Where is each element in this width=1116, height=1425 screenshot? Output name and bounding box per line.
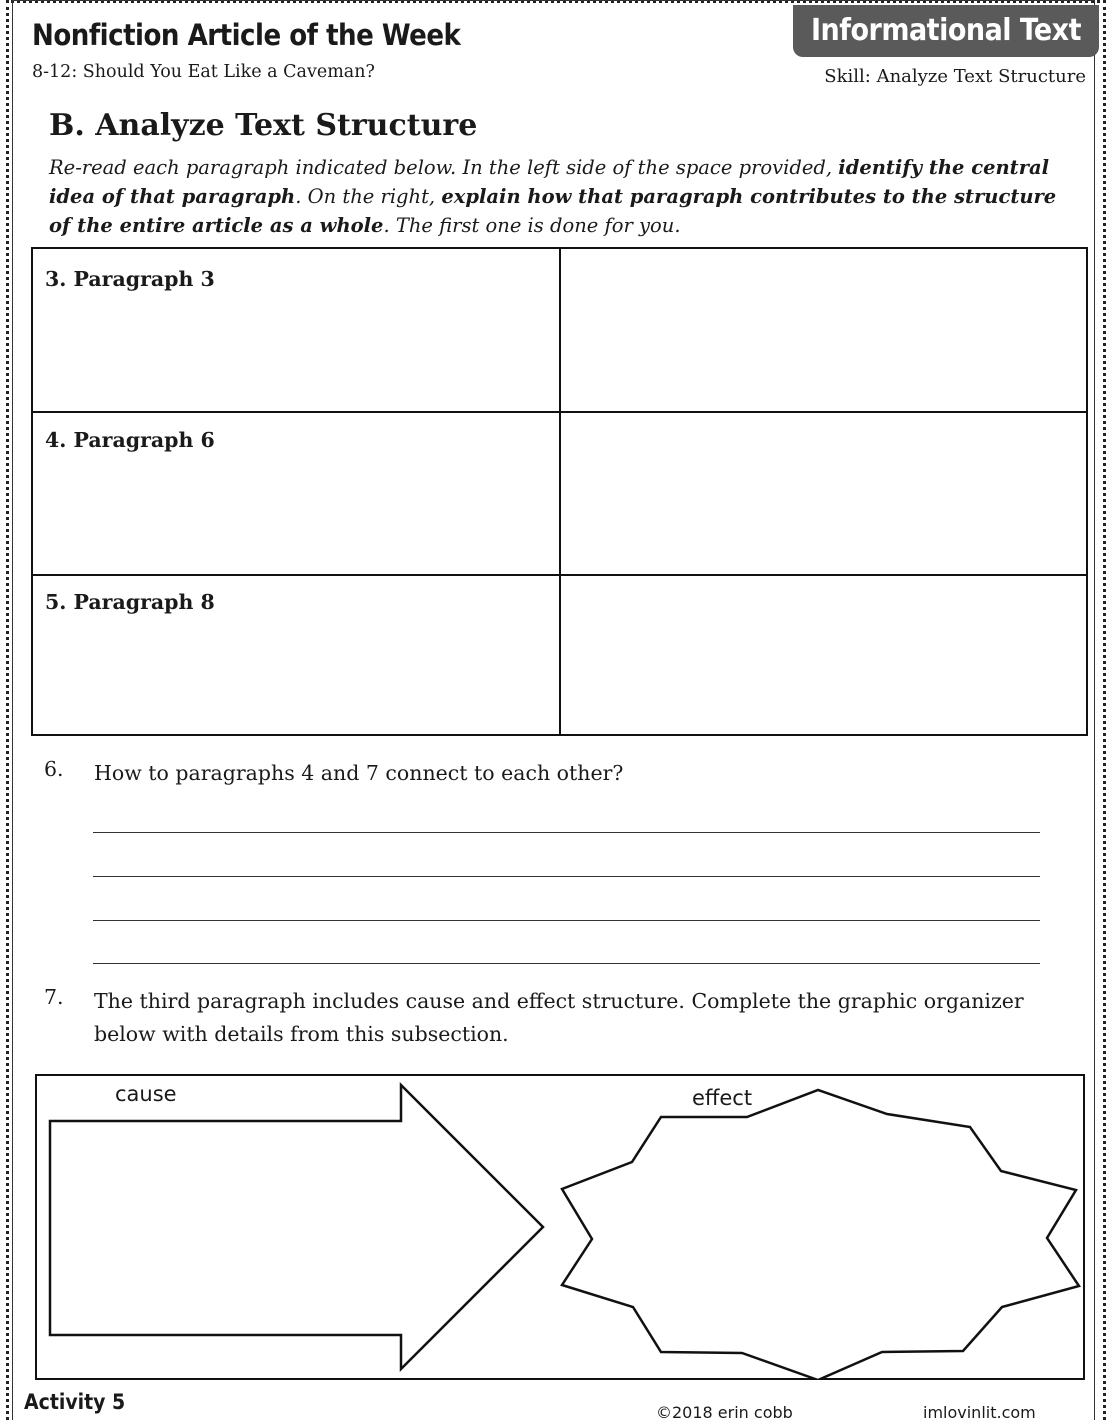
website-link[interactable]: imlovinlit.com [923,1403,1036,1422]
skill-label: Skill: Analyze Text Structure [824,66,1086,87]
instructions-part-1: Re-read each paragraph indicated below. In the left side of the space provided, [49,156,839,179]
instructions-emphasis-2: explain how that paragraph contributes to the structure of the entire article as a whole [49,185,1057,237]
section-title: B. Analyze Text Structure [49,108,478,143]
instructions-part-5: . The first one is done for you. [383,214,681,237]
copyright-text: ©2018 erin cobb [656,1403,793,1422]
activity-label: Activity 5 [24,1390,126,1414]
question-text: The third paragraph includes cause and effect structure. Complete the graphic organizer below with details from this subsection. [94,989,1024,1046]
effect-label: effect [692,1086,753,1110]
answer-line[interactable] [93,876,1040,877]
article-subtitle: 8-12: Should You Eat Like a Caveman? [32,62,375,82]
organizer-graphics [35,1074,1085,1380]
answer-line[interactable] [93,920,1040,921]
paragraph-analysis-table [31,247,1088,736]
question-text: How to paragraphs 4 and 7 connect to each other? [94,761,624,785]
informational-text-badge: Informational Text [793,5,1099,57]
answer-line[interactable] [93,832,1040,833]
worksheet-title: Nonfiction Article of the Week [32,18,461,52]
section-instructions [49,153,1059,240]
effect-starburst-shape [562,1090,1079,1380]
table-row-divider [33,411,1086,413]
question-number: 7. [44,985,64,1009]
row-label-paragraph-6: 4. Paragraph 6 [45,428,215,452]
question-number: 6. [44,757,64,781]
table-column-divider [559,249,561,734]
row-label-paragraph-8: 5. Paragraph 8 [45,590,215,614]
instructions-emphasis-1: identify the central idea of that paragraph [49,156,1050,208]
table-row-divider [33,574,1086,576]
answer-line[interactable] [93,963,1040,964]
cause-label: cause [115,1082,177,1106]
cause-arrow-shape [50,1085,543,1369]
row-label-paragraph-3: 3. Paragraph 3 [45,267,215,291]
cause-effect-organizer [35,1074,1085,1380]
instructions-part-3: . On the right, [295,185,442,208]
